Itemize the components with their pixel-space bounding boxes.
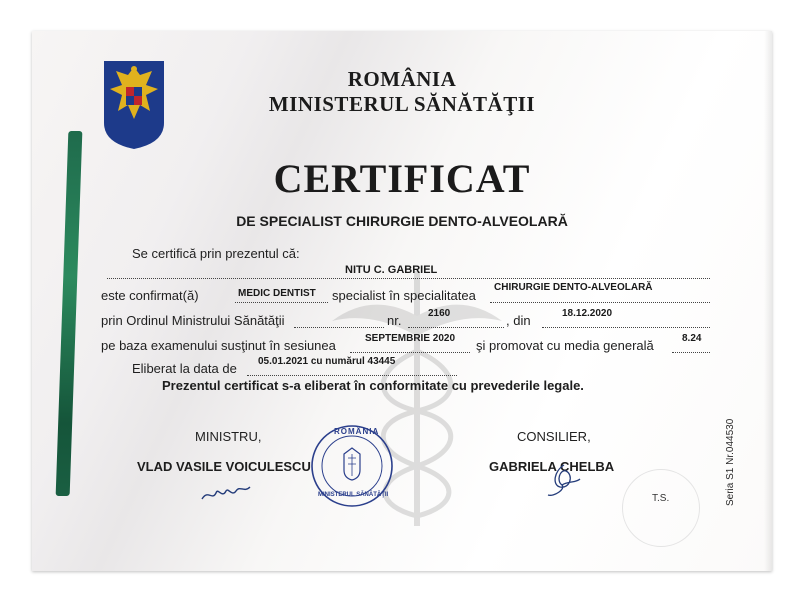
profession-line xyxy=(235,302,328,303)
advisor-role: CONSILIER, xyxy=(517,429,591,444)
minister-role: MINISTRU, xyxy=(195,429,262,444)
exam-session: SEPTEMBRIE 2020 xyxy=(365,333,456,344)
order-number: 2160 xyxy=(428,308,451,319)
exam-label: pe baza examenului susţinut în sesiunea xyxy=(101,338,336,353)
order-date-label: , din xyxy=(506,313,531,328)
serial-number: Seria S1 Nr.044530 xyxy=(725,418,736,506)
minister-signature xyxy=(200,479,252,505)
advisor-signature xyxy=(544,461,584,501)
ministry-heading: MINISTERUL SĂNĂTĂŢII xyxy=(268,92,536,116)
order-nr-label: nr. xyxy=(387,313,402,328)
average-line xyxy=(672,352,710,353)
session-line xyxy=(350,352,470,353)
holder-name: NITU C. GABRIEL xyxy=(345,264,438,276)
issued-label: Eliberat la data de xyxy=(132,361,237,376)
seal-bottom-text: MINISTERUL SĂNĂTĂŢII xyxy=(318,492,389,498)
specialty-value: CHIRURGIE DENTO-ALVEOLARĂ xyxy=(494,282,653,293)
issued-line xyxy=(247,375,457,376)
intro-label: Se certifică prin prezentul că: xyxy=(132,246,300,261)
order-date: 18.12.2020 xyxy=(562,308,613,319)
promoted-label: şi promovat cu media generală xyxy=(476,338,654,353)
certificate-page xyxy=(32,31,772,571)
order-date-line xyxy=(542,327,710,328)
country-heading: ROMÂNIA xyxy=(347,67,457,91)
certificate-title: CERTIFICAT xyxy=(273,156,531,201)
specialist-label: specialist în specialitatea xyxy=(332,288,476,303)
stamp-label: T.S. xyxy=(652,493,670,504)
confirmed-label: este confirmat(ă) xyxy=(101,288,199,303)
stamp-area xyxy=(622,469,700,547)
minister-name: VLAD VASILE VOICULESCU xyxy=(137,459,311,474)
general-average: 8.24 xyxy=(682,333,702,344)
order-label: prin Ordinul Ministrului Sănătăţii xyxy=(101,313,285,328)
profession-value: MEDIC DENTIST xyxy=(238,288,316,299)
advisor-name: GABRIELA CHELBA xyxy=(489,459,615,474)
order-number-line xyxy=(408,327,504,328)
name-line xyxy=(107,278,710,279)
seal-top-text: ROMÂNIA xyxy=(334,427,380,436)
order-filler-line xyxy=(294,327,384,328)
legal-note: Prezentul certificat s-a eliberat în conformitate cu prevederile legale. xyxy=(162,378,584,393)
certificate-subtitle: DE SPECIALIST CHIRURGIE DENTO-ALVEOLARĂ xyxy=(236,213,568,229)
issued-value: 05.01.2021 cu numărul 43445 xyxy=(258,356,396,367)
specialty-line xyxy=(490,302,710,303)
